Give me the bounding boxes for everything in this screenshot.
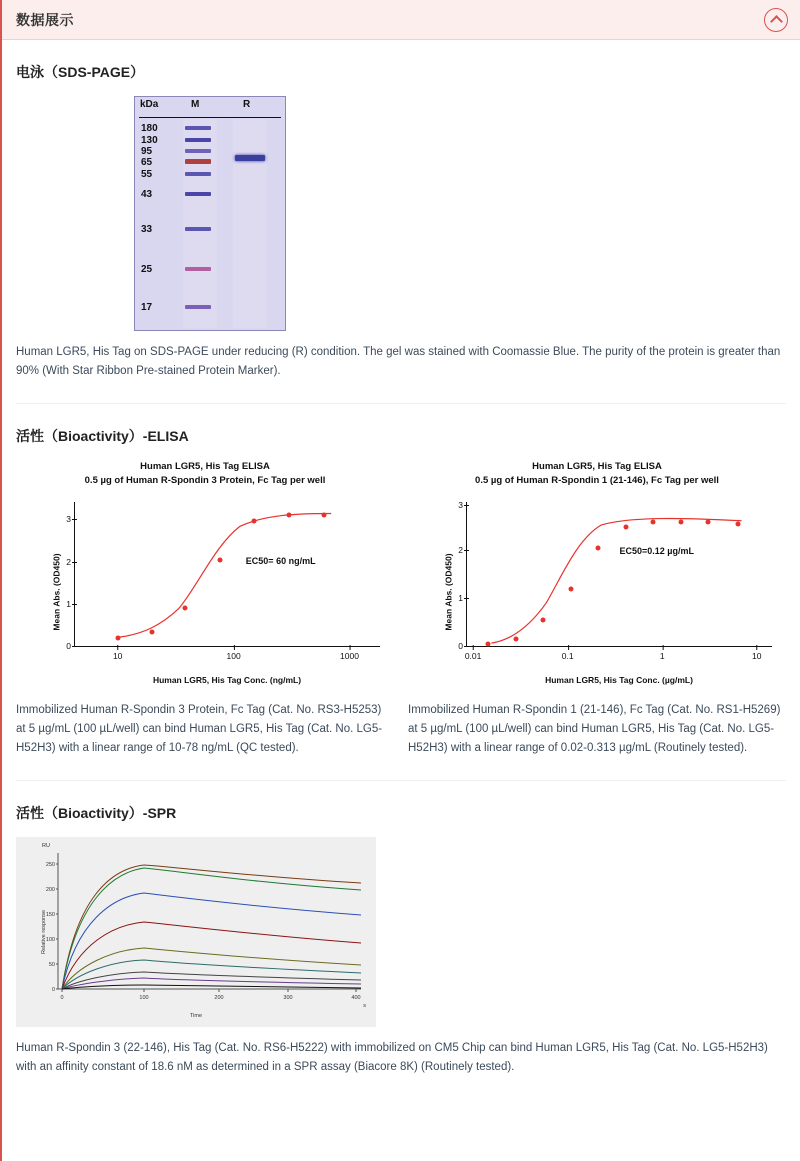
elisa-caption-1: Immobilized Human R-Spondin 3 Protein, Fc Tag (Cat. No. RS3-H5253) at 5 µg/mL (100 µL/well) can bind Human LGR5, His Tag (Cat. No. LG5-H52H3) with a linear range of 10-78 ng/mL (QC tested). <box>16 704 383 755</box>
elisa-chart-2-ec50: EC50=0.12 µg/mL <box>619 545 694 556</box>
elisa-chart-2-xlabel: Human LGR5, His Tag Conc. (µg/mL) <box>545 675 693 686</box>
spr-x-unit: s <box>363 1003 366 1010</box>
elisa-chart-2-ytick: 2 <box>451 545 463 555</box>
gel-mw-label: 130 <box>141 135 158 146</box>
page-title: 数据展示 <box>16 11 74 28</box>
spr-curves <box>16 837 376 1027</box>
gel-image-wrap <box>16 96 786 331</box>
panel-header <box>2 0 800 40</box>
svg-text:50: 50 <box>48 962 55 969</box>
spr-ylabel: Relative response <box>41 910 48 955</box>
section-spr <box>2 803 800 1077</box>
elisa-chart-2-ytick: 0 <box>451 641 463 651</box>
gel-mw-label: 43 <box>141 189 153 200</box>
divider <box>16 780 786 781</box>
gel-mw-label: 17 <box>141 302 153 313</box>
svg-text:400: 400 <box>351 995 361 1002</box>
svg-text:100: 100 <box>45 937 55 944</box>
svg-text:200: 200 <box>214 995 224 1002</box>
elisa-chart-2-xtick: 10 <box>752 651 762 662</box>
svg-text:100: 100 <box>139 995 149 1002</box>
spr-ru-label: RU <box>42 843 50 850</box>
elisa-section-title: 活性（Bioactivity）-ELISA <box>16 427 189 444</box>
section-elisa <box>2 426 800 758</box>
elisa-chart-1-ec50: EC50= 60 ng/mL <box>245 555 316 566</box>
sds-section-title: 电泳（SDS-PAGE） <box>16 64 145 80</box>
gel-mw-label: 95 <box>141 146 153 157</box>
elisa-chart-1-xtick: 1000 <box>340 651 359 662</box>
gel-header-marker: M <box>191 99 200 110</box>
spr-section-title: 活性（Bioactivity）-SPR <box>16 805 177 822</box>
gel-mw-label: 33 <box>141 224 153 235</box>
elisa-chart-2-curve <box>467 502 772 646</box>
svg-text:150: 150 <box>45 912 55 919</box>
gel-mw-label: 55 <box>141 169 153 180</box>
elisa-chart-2-ylabel: Mean Abs. (OD450) <box>443 553 454 631</box>
elisa-chart-1-curve <box>75 502 380 646</box>
elisa-chart-1-xlabel: Human LGR5, His Tag Conc. (ng/mL) <box>152 675 302 686</box>
chevron-up-icon <box>770 15 783 28</box>
collapse-toggle-button[interactable] <box>764 8 788 32</box>
sds-caption: Human LGR5, His Tag on SDS-PAGE under reducing (R) condition. The gel was stained with Coomassie Blue. The purity of the protein is greater than 90% (With Star Ribbon Pre-stained Protein Marker). <box>16 346 781 377</box>
elisa-chart-2-xtick: 0.1 <box>561 651 574 662</box>
elisa-chart-1-ytick: 0 <box>59 641 71 651</box>
elisa-chart-1-subtitle: 0.5 µg of Human R-Spondin 3 Protein, Fc Tag per well <box>84 475 326 487</box>
elisa-chart-1-title: Human LGR5, His Tag ELISA <box>140 460 270 472</box>
elisa-chart-1-ytick: 1 <box>59 599 71 609</box>
gel-header-reducing: R <box>243 99 251 110</box>
svg-text:200: 200 <box>45 887 55 894</box>
svg-text:300: 300 <box>283 995 293 1002</box>
elisa-chart-1-xtick: 10 <box>112 651 123 662</box>
sds-page-gel-image <box>134 96 286 331</box>
elisa-chart-2-ytick: 3 <box>451 500 463 510</box>
elisa-chart-1-ytick: 3 <box>59 514 71 524</box>
spr-caption: Human R-Spondin 3 (22-146), His Tag (Cat. No. RS6-H5222) with immobilized on CM5 Chip can bind Human LGR5, His Tag (Cat. No. LG5-H52H3) with an affinity constant of 18.6 nM as determined in a SPR assay (Biacore 8K) (Routinely tested). <box>16 1042 768 1074</box>
elisa-chart-1-xtick: 100 <box>226 651 241 662</box>
svg-text:0: 0 <box>60 995 64 1002</box>
elisa-chart-1-ytick: 2 <box>59 557 71 567</box>
section-sds-page <box>2 62 800 381</box>
gel-sample-band <box>235 155 265 161</box>
elisa-chart-2-subtitle: 0.5 µg of Human R-Spondin 1 (21-146), Fc Tag per well <box>475 475 719 487</box>
spr-xlabel: Time <box>189 1013 203 1020</box>
gel-header-kda: kDa <box>140 99 159 110</box>
elisa-caption-2: Immobilized Human R-Spondin 1 (21-146), Fc Tag (Cat. No. RS1-H5269) at 5 µg/mL (100 µL/well) can bind Human LGR5, His Tag (Cat. No. LG5-H52H3) with a linear range of 0.02-0.313 µg/mL (Routinely tested). <box>408 704 781 755</box>
gel-mw-label: 180 <box>141 123 158 134</box>
elisa-chart-2-ytick: 1 <box>451 593 463 603</box>
svg-text:250: 250 <box>45 862 55 869</box>
svg-text:0: 0 <box>51 987 55 994</box>
gel-mw-label: 65 <box>141 157 153 168</box>
elisa-chart-1-ylabel: Mean Abs. (OD450) <box>51 553 62 631</box>
elisa-chart-2-xtick: 1 <box>659 651 665 662</box>
spr-sensorgram <box>16 837 376 1027</box>
elisa-chart-1 <box>16 494 394 689</box>
elisa-chart-2 <box>408 494 786 689</box>
divider <box>16 403 786 404</box>
elisa-chart-2-xtick: 0.01 <box>464 651 482 662</box>
elisa-chart-1-column <box>16 460 394 690</box>
gel-mw-label: 25 <box>141 264 153 275</box>
elisa-chart-2-column <box>408 460 786 690</box>
elisa-chart-2-title: Human LGR5, His Tag ELISA <box>532 460 662 472</box>
